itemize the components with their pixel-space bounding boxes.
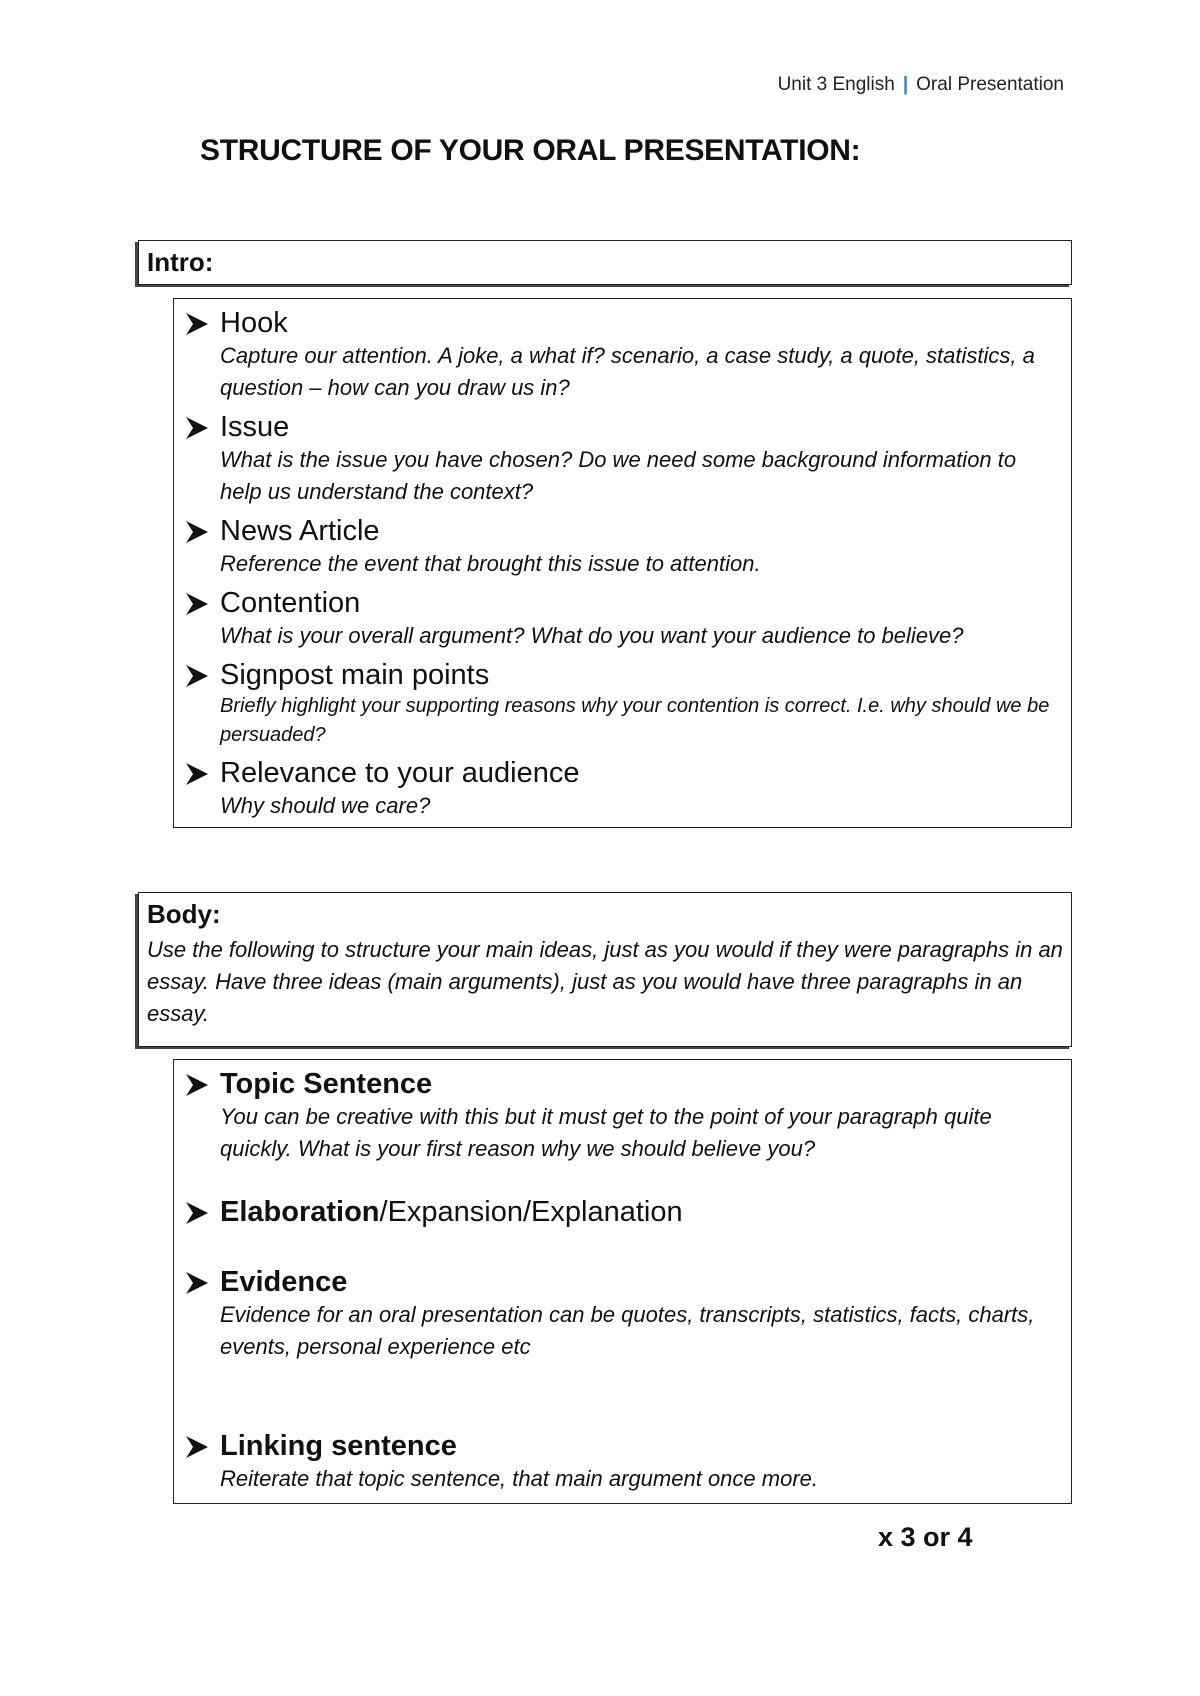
item-desc: What is your overall argument? What do you want your audience to believe? — [220, 623, 964, 648]
list-item — [184, 1196, 1063, 1229]
item-label-bold: Elaboration — [220, 1196, 380, 1228]
body-description: Use the following to structure your main ideas, just as you would if they were paragraphs in an essay. Have three ideas (main arguments), just as you would have three paragraphs in an essay. — [147, 937, 1063, 1026]
body-header-box — [138, 892, 1072, 1047]
header-subject: Oral Presentation — [916, 74, 1064, 95]
header-separator: | — [902, 74, 909, 95]
body-list-box — [173, 1059, 1072, 1504]
arrow-bullet-icon — [184, 664, 210, 688]
item-desc: Briefly highlight your supporting reasons why your contention is correct. I.e. why should we be persuaded? — [220, 695, 1050, 746]
item-label: Topic Sentence — [220, 1068, 433, 1100]
body-label: Body: — [147, 899, 221, 929]
arrow-bullet-icon — [184, 416, 210, 440]
arrow-bullet-icon — [184, 592, 210, 616]
item-label: Evidence — [220, 1266, 348, 1298]
page-title: STRUCTURE OF YOUR ORAL PRESENTATION: — [200, 134, 861, 167]
arrow-bullet-icon — [184, 1073, 210, 1097]
arrow-bullet-icon — [184, 312, 210, 336]
list-item — [184, 1266, 1063, 1363]
item-label: Issue — [220, 411, 290, 443]
repeat-note: x 3 or 4 — [878, 1522, 973, 1552]
intro-label: Intro: — [147, 247, 214, 277]
item-label: Signpost main points — [220, 659, 490, 691]
intro-header-box — [138, 240, 1072, 285]
item-desc: What is the issue you have chosen? Do we need some background information to help us understand the context? — [220, 447, 1017, 504]
item-desc: Capture our attention. A joke, a what if? scenario, a case study, a quote, statistics, a question – how can you draw us in? — [220, 343, 1035, 400]
item-desc: Why should we care? — [220, 793, 431, 818]
arrow-bullet-icon — [184, 1435, 210, 1459]
list-item — [184, 515, 1063, 580]
arrow-bullet-icon — [184, 520, 210, 544]
list-item — [184, 587, 1063, 652]
list-item — [184, 757, 1063, 822]
arrow-bullet-icon — [184, 1201, 210, 1225]
page-header — [778, 74, 1064, 96]
arrow-bullet-icon — [184, 762, 210, 786]
item-label: Relevance to your audience — [220, 757, 580, 789]
intro-list-box — [173, 298, 1072, 828]
list-item — [184, 659, 1063, 750]
item-desc: Reiterate that topic sentence, that main argument once more. — [220, 1466, 818, 1491]
arrow-bullet-icon — [184, 1271, 210, 1295]
item-label: Contention — [220, 587, 361, 619]
header-unit: Unit 3 English — [777, 74, 895, 95]
item-desc: Evidence for an oral presentation can be quotes, transcripts, statistics, facts, charts, events, personal experience etc — [220, 1302, 1035, 1359]
item-label: Linking sentence — [220, 1430, 457, 1462]
item-label: Hook — [220, 307, 288, 339]
item-label: News Article — [220, 515, 380, 547]
list-item — [184, 411, 1063, 508]
list-item — [184, 1430, 1063, 1495]
item-desc: Reference the event that brought this issue to attention. — [220, 551, 761, 576]
item-label-rest: /Expansion/Explanation — [379, 1196, 683, 1228]
list-item — [184, 1068, 1063, 1165]
list-item — [184, 307, 1063, 404]
item-desc: You can be creative with this but it must get to the point of your paragraph quite quickly. What is your first reason why we should believe you? — [220, 1104, 992, 1161]
